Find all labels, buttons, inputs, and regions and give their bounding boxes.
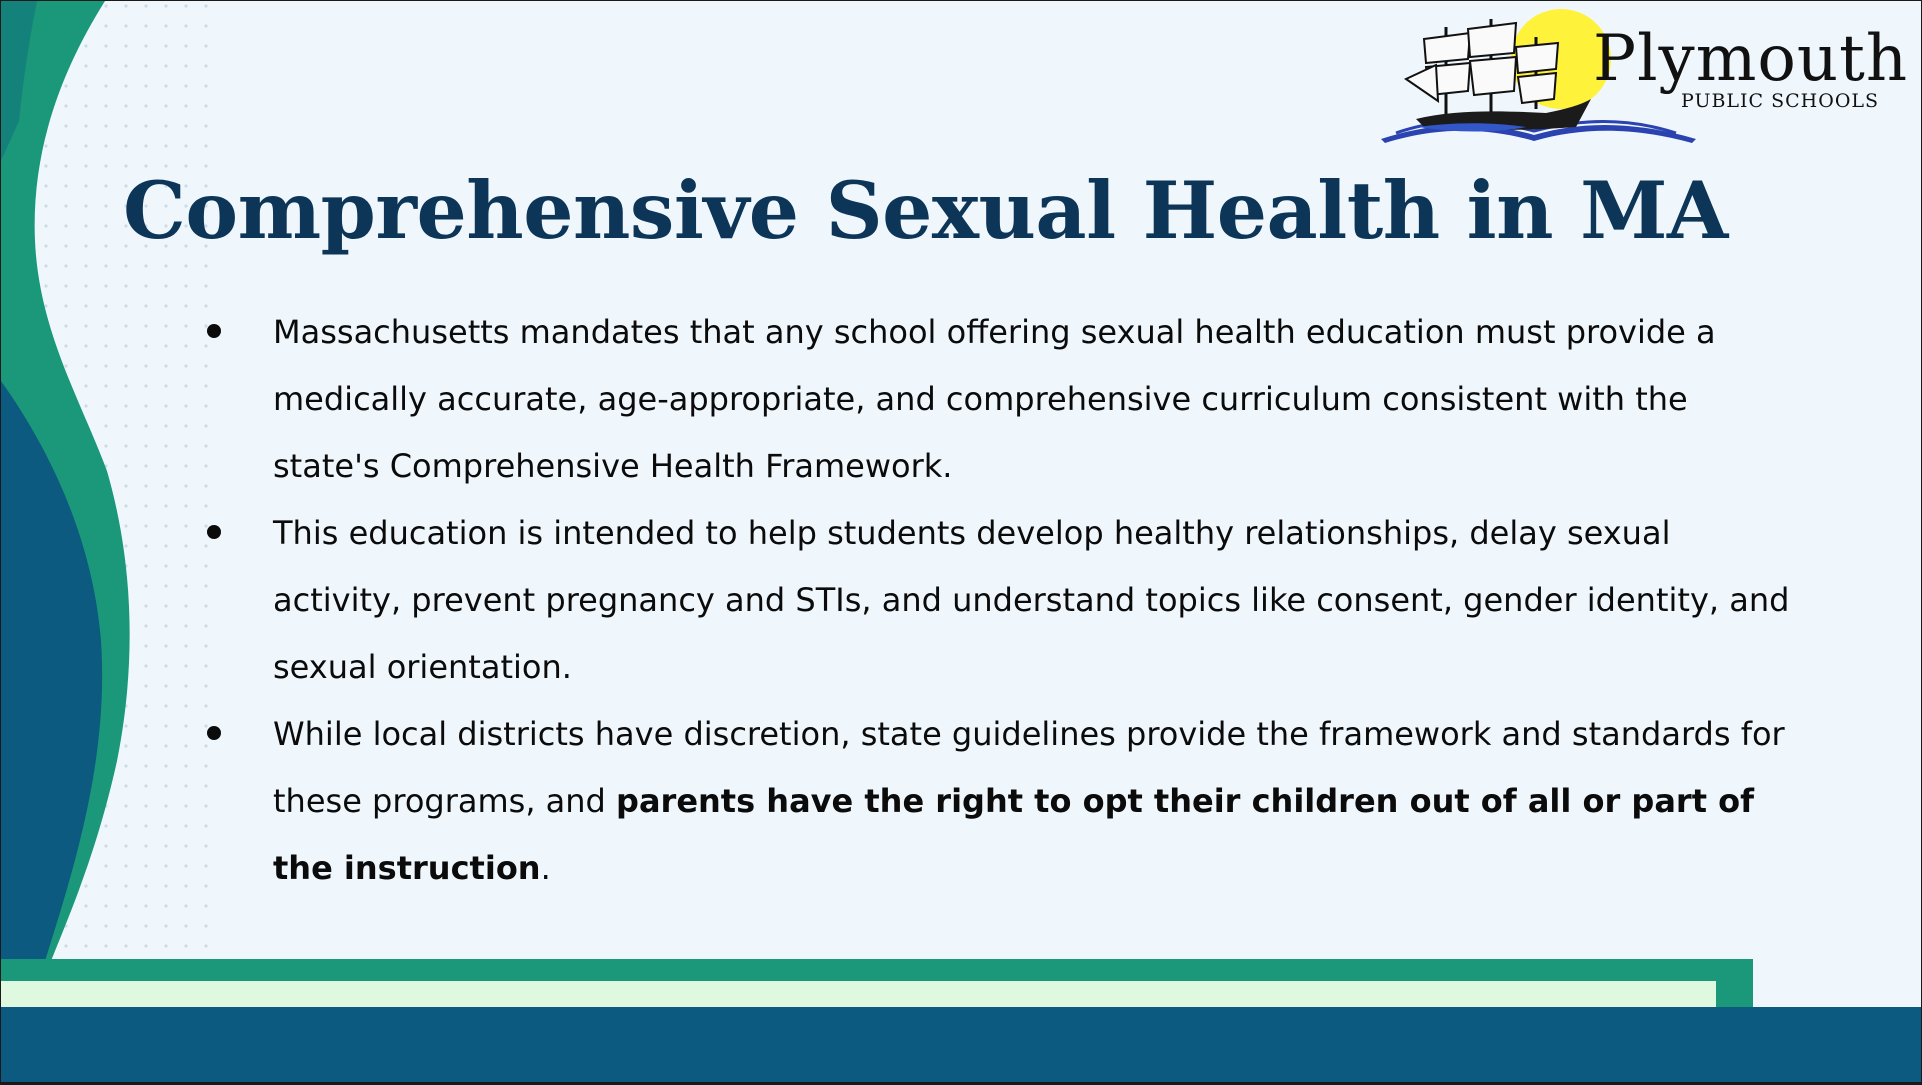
bullet-bold-text: parents have the right to opt their children out of all or part of the instruction bbox=[273, 782, 1755, 887]
slide bbox=[1, 1, 1921, 1082]
logo-subtitle: PUBLIC SCHOOLS bbox=[1681, 90, 1880, 112]
bullet-item bbox=[196, 299, 1796, 500]
school-logo bbox=[1376, 9, 1909, 149]
bullet-item bbox=[196, 701, 1796, 902]
navy-band bbox=[1, 1007, 1921, 1082]
bullet-text: Massachusetts mandates that any school offering sexual health education must provide a medically accurate, age-appropriate, and comprehensive curriculum consistent with the state's Comprehensive Health Framework. bbox=[273, 313, 1716, 485]
bullet-dot-icon bbox=[207, 726, 221, 740]
bullet-text: While local districts have discretion, state guidelines provide the framework and standards for these programs, and bbox=[273, 715, 1785, 820]
mint-band bbox=[1, 981, 1716, 1011]
bullet-dot-icon bbox=[207, 324, 221, 338]
logo-wordmark: Plymouth bbox=[1593, 22, 1909, 96]
bullet-item bbox=[196, 500, 1796, 701]
bullet-list bbox=[196, 299, 1796, 902]
slide-title: Comprehensive Sexual Health in MA bbox=[123, 164, 1728, 257]
bullet-text-end: . bbox=[540, 849, 551, 887]
bullet-dot-icon bbox=[207, 525, 221, 539]
bullet-text: This education is intended to help students develop healthy relationships, delay sexual activity, prevent pregnancy and STIs, and understand topics like consent, gender identity, and sexual orientation. bbox=[273, 514, 1790, 686]
